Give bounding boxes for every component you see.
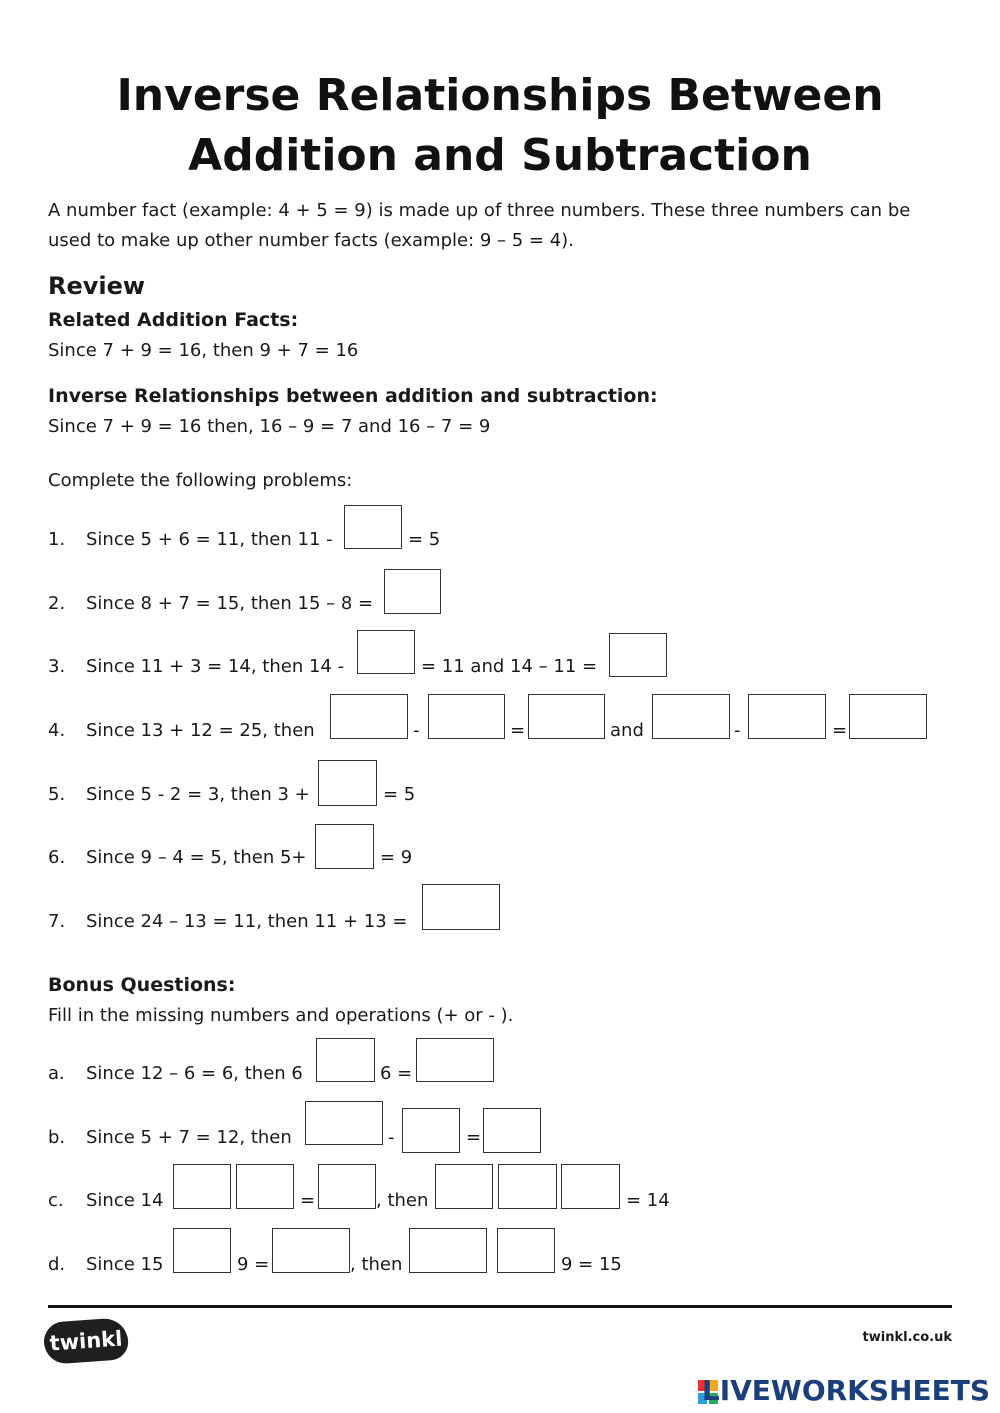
page-title-line2: Addition and Subtraction xyxy=(188,130,812,181)
problem-3-mid: = 11 and 14 – 11 = xyxy=(421,656,598,677)
bonus-c-label: c. xyxy=(48,1190,64,1211)
answer-box-7[interactable] xyxy=(422,884,500,930)
problem-7-text: Since 24 – 13 = 11, then 11 + 13 = xyxy=(86,911,408,932)
bonus-d-text: Since 15 xyxy=(86,1254,164,1275)
page-title-line1: Inverse Relationships Between xyxy=(116,70,884,121)
bonus-box-c4[interactable] xyxy=(435,1164,493,1209)
problem-4-and: and xyxy=(610,720,644,741)
answer-box-4e[interactable] xyxy=(748,694,826,739)
problem-5-number: 5. xyxy=(48,784,66,805)
bonus-c-text: Since 14 xyxy=(86,1190,164,1211)
bonus-b-text: Since 5 + 7 = 12, then xyxy=(86,1127,292,1148)
bonus-box-d2[interactable] xyxy=(272,1228,350,1273)
answer-box-3b[interactable] xyxy=(609,633,667,677)
problem-4-text: Since 13 + 12 = 25, then xyxy=(86,720,315,741)
bonus-a-text: Since 12 – 6 = 6, then 6 xyxy=(86,1063,303,1084)
bonus-c-equals: = xyxy=(300,1190,316,1211)
bonus-box-c1[interactable] xyxy=(173,1164,231,1209)
problem-1-text: Since 5 + 6 = 11, then 11 - xyxy=(86,529,333,550)
bonus-d-then: , then xyxy=(350,1254,403,1275)
problem-2-text: Since 8 + 7 = 15, then 15 – 8 = xyxy=(86,593,374,614)
bonus-box-d4[interactable] xyxy=(497,1228,555,1273)
bonus-instruction: Fill in the missing numbers and operations (+ or - ). xyxy=(48,1005,514,1026)
bonus-d-label: d. xyxy=(48,1254,66,1275)
twinkl-logo: twinkl xyxy=(43,1317,130,1365)
instruction-text: Complete the following problems: xyxy=(48,470,353,491)
answer-box-4b[interactable] xyxy=(428,694,505,739)
inverse-text: Since 7 + 9 = 16 then, 16 – 9 = 7 and 16 – 7 = 9 xyxy=(48,416,491,437)
bonus-box-d1[interactable] xyxy=(173,1228,231,1273)
problem-2-number: 2. xyxy=(48,593,66,614)
problem-6-after: = 9 xyxy=(380,847,413,868)
problem-6-text: Since 9 – 4 = 5, then 5+ xyxy=(86,847,307,868)
problem-1-after: = 5 xyxy=(408,529,441,550)
problem-4-equals-2: = xyxy=(832,720,848,741)
answer-box-4a[interactable] xyxy=(330,694,408,739)
bonus-heading: Bonus Questions: xyxy=(48,974,236,996)
bonus-box-b1[interactable] xyxy=(305,1101,383,1145)
related-facts-text: Since 7 + 9 = 16, then 9 + 7 = 16 xyxy=(48,340,359,361)
answer-box-1[interactable] xyxy=(344,505,402,549)
bonus-box-a2[interactable] xyxy=(416,1038,494,1082)
bonus-box-c2[interactable] xyxy=(236,1164,294,1209)
answer-box-5[interactable] xyxy=(318,760,377,806)
answer-box-4c[interactable] xyxy=(528,694,605,739)
related-facts-heading: Related Addition Facts: xyxy=(48,309,299,331)
inverse-heading: Inverse Relationships between addition and subtraction: xyxy=(48,385,658,407)
bonus-box-b3[interactable] xyxy=(483,1108,541,1153)
bonus-b-equals: = xyxy=(466,1127,482,1148)
problem-3-text: Since 11 + 3 = 14, then 14 - xyxy=(86,656,345,677)
problem-5-text: Since 5 - 2 = 3, then 3 + xyxy=(86,784,310,805)
liveworksheets-watermark: LIVEWORKSHEETS xyxy=(701,1374,990,1407)
answer-box-6[interactable] xyxy=(315,824,374,869)
answer-box-4f[interactable] xyxy=(849,694,927,739)
review-heading: Review xyxy=(48,272,146,300)
problem-6-number: 6. xyxy=(48,847,66,868)
problem-3-number: 3. xyxy=(48,656,66,677)
bonus-d-mid: 9 = xyxy=(237,1254,270,1275)
intro-paragraph: A number fact (example: 4 + 5 = 9) is made up of three numbers. These three numbers can be used to make up other number facts (example: 9 – 5 = 4). xyxy=(48,200,911,251)
problem-4-equals-1: = xyxy=(510,720,526,741)
problem-4-number: 4. xyxy=(48,720,66,741)
answer-box-4d[interactable] xyxy=(652,694,730,739)
bonus-box-d3[interactable] xyxy=(409,1228,487,1273)
bonus-b-label: b. xyxy=(48,1127,66,1148)
bonus-d-after: 9 = 15 xyxy=(561,1254,622,1275)
bonus-a-mid: 6 = xyxy=(380,1063,413,1084)
problem-7-number: 7. xyxy=(48,911,66,932)
footer-site: twinkl.co.uk xyxy=(862,1330,952,1345)
footer-divider xyxy=(48,1305,952,1308)
problem-4-minus-1: - xyxy=(413,720,420,741)
bonus-a-label: a. xyxy=(48,1063,65,1084)
problem-5-after: = 5 xyxy=(383,784,416,805)
problem-1-number: 1. xyxy=(48,529,66,550)
bonus-box-c3[interactable] xyxy=(318,1164,376,1209)
bonus-box-c5[interactable] xyxy=(498,1164,557,1209)
bonus-box-a1[interactable] xyxy=(316,1038,375,1082)
answer-box-3a[interactable] xyxy=(357,630,415,674)
problem-4-minus-2: - xyxy=(734,720,741,741)
bonus-box-c6[interactable] xyxy=(561,1164,620,1209)
bonus-box-b2[interactable] xyxy=(402,1108,460,1153)
bonus-b-minus: - xyxy=(388,1127,395,1148)
bonus-c-after: = 14 xyxy=(626,1190,670,1211)
answer-box-2[interactable] xyxy=(384,569,441,614)
bonus-c-then: , then xyxy=(376,1190,429,1211)
